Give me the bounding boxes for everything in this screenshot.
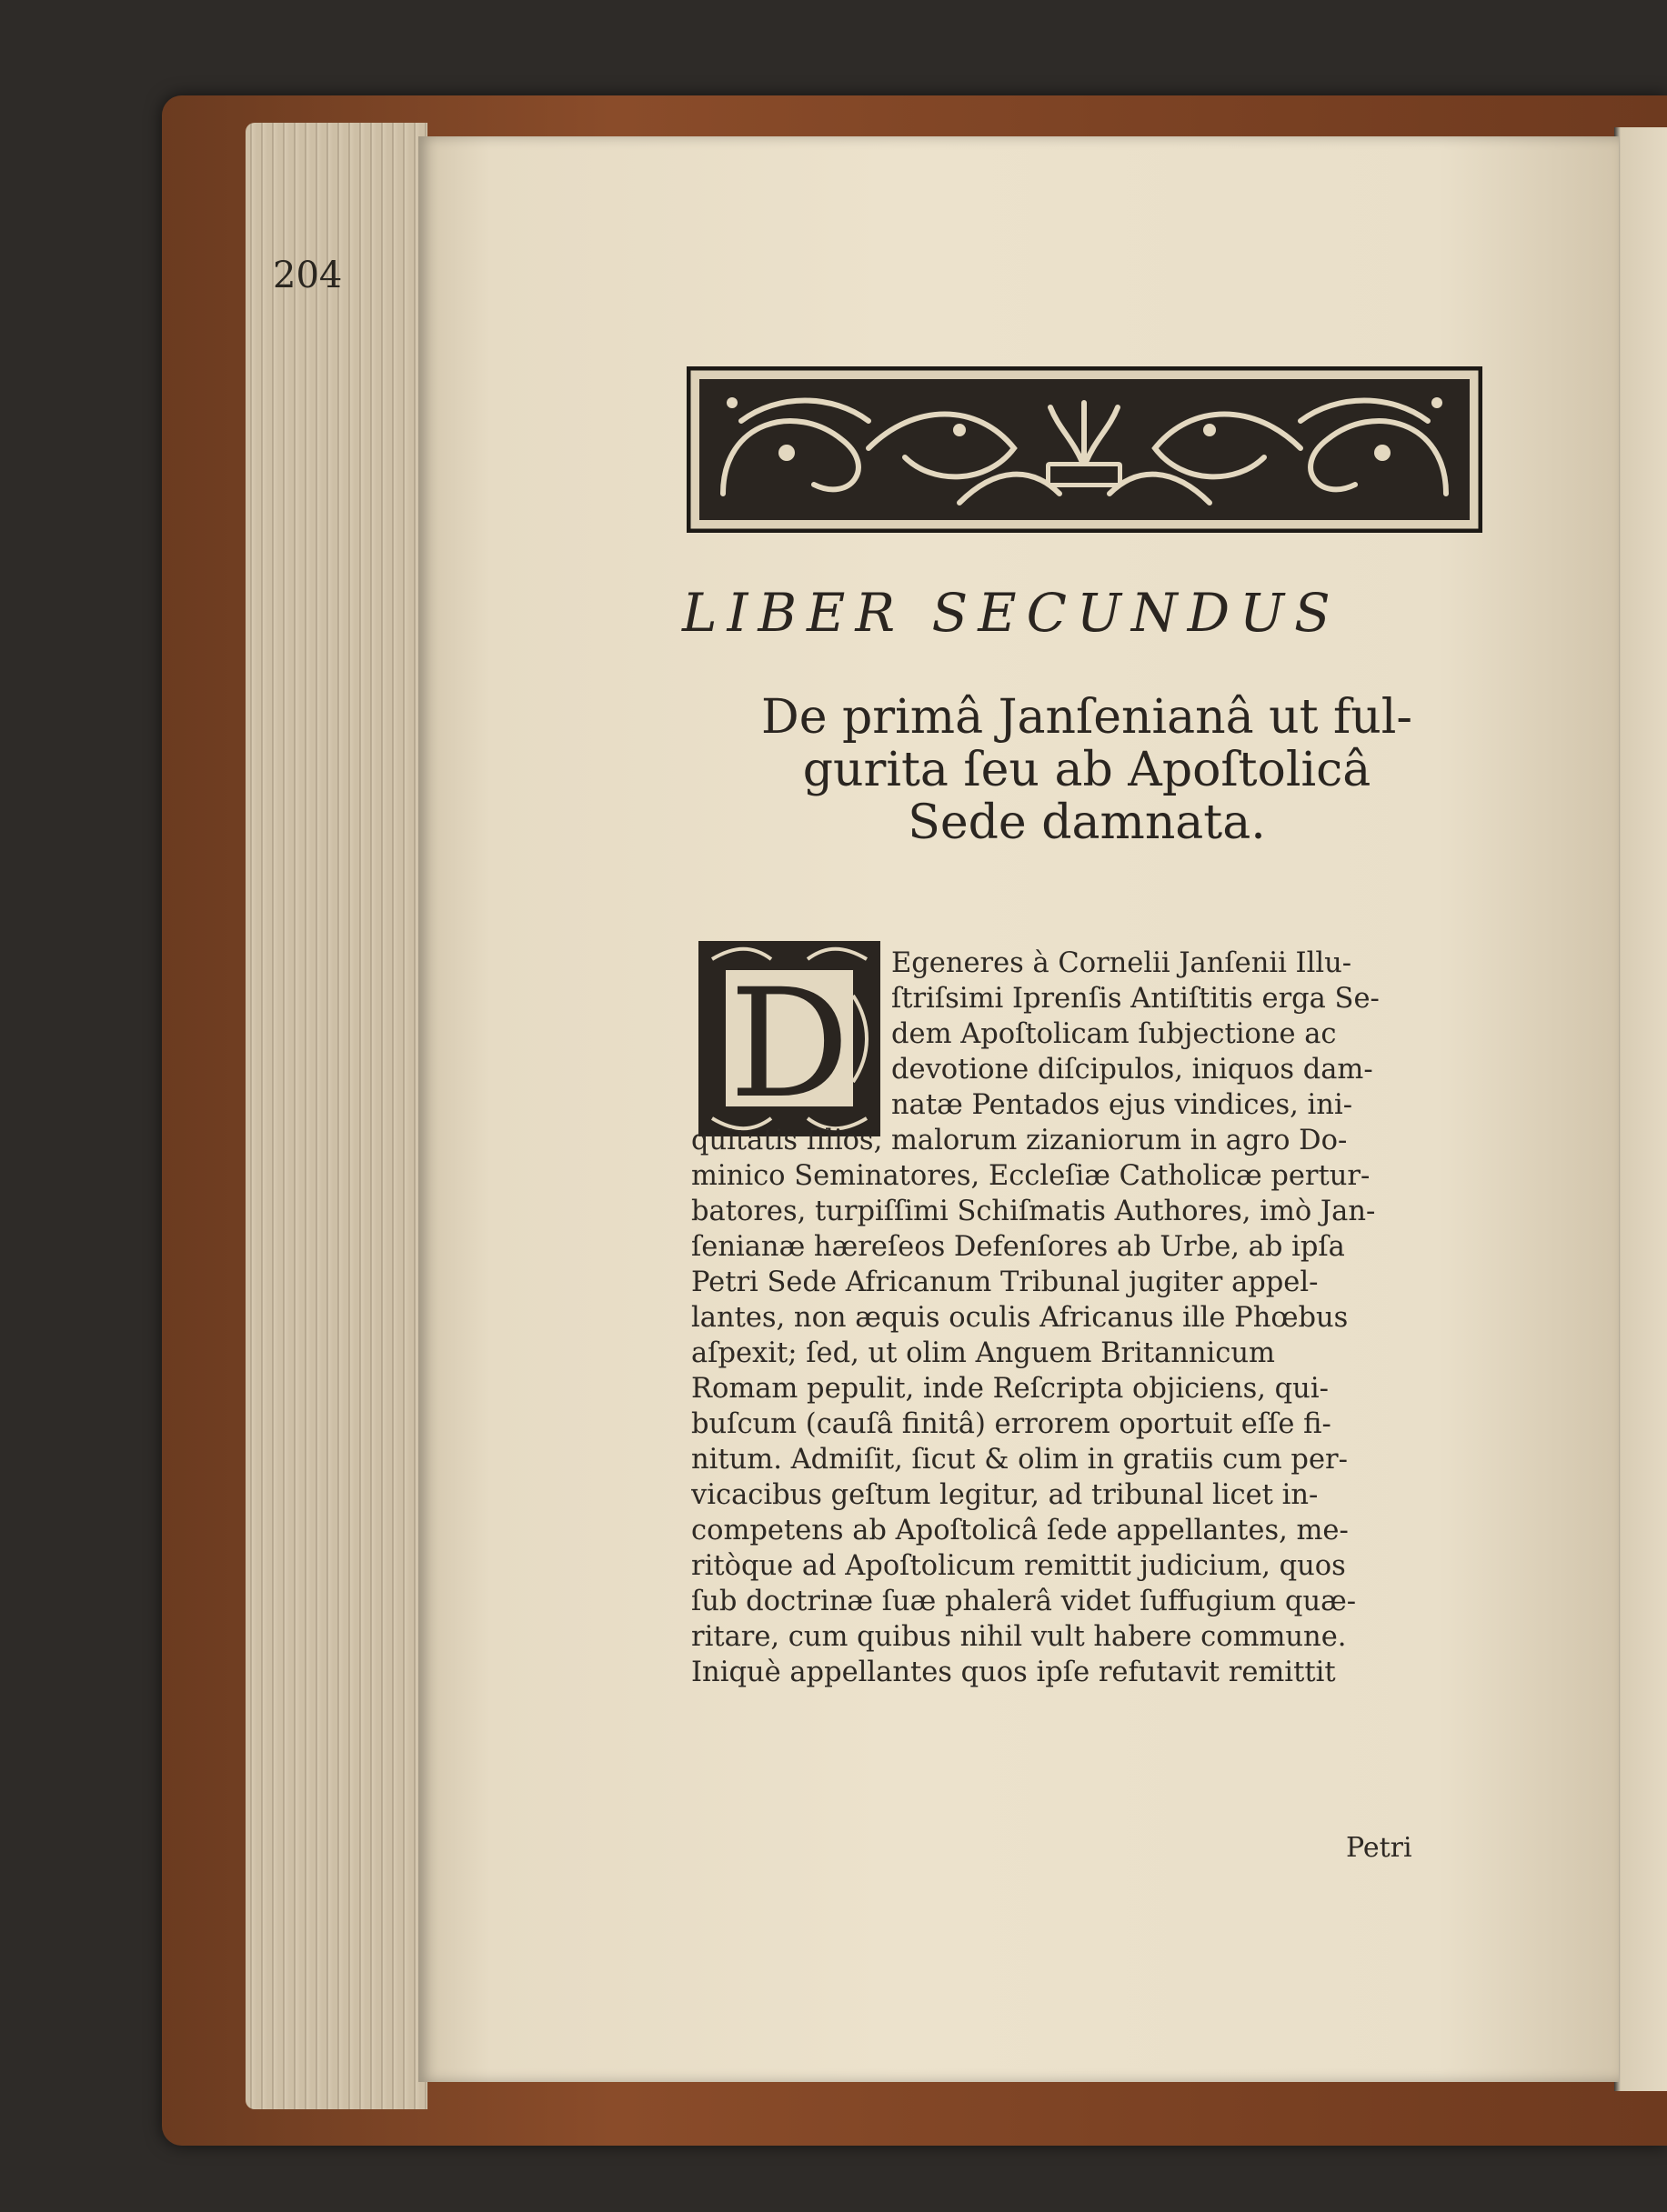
body-line: buſcum (cauſâ finitâ) errorem oportuit eſſe fi- (691, 1408, 1331, 1440)
body-line: Petri Sede Africanum Tribunal jugiter appel- (691, 1266, 1319, 1298)
body-line: ritare, cum quibus nihil vult habere commune. (691, 1621, 1347, 1653)
chapter-title-line: De primâ Janſenianâ ut ful- (761, 690, 1412, 745)
body-line: ſtriſsimi Iprenſis Antiſtitis erga Se- (891, 983, 1380, 1015)
body-line: devotione diſcipulos, iniquos dam- (891, 1054, 1373, 1086)
facing-page-edge (1614, 127, 1667, 2091)
drop-cap-letter: D (728, 956, 850, 1131)
body-line: ſub doctrinæ ſuæ phalerâ videt ſuffugium quæ- (691, 1586, 1357, 1617)
body-text (691, 946, 1469, 1690)
body-line: competens ab Apoſtolicâ ſede appellantes, me- (691, 1515, 1349, 1546)
body-line: natæ Pentados ejus vindices, ini- (891, 1089, 1353, 1121)
page-edges (246, 123, 427, 2109)
body-line: Egeneres à Cornelii Janſenii Illu- (891, 947, 1352, 979)
body-line: lantes, non æquis oculis Africanus ille Phœbus (691, 1302, 1349, 1334)
catchword: Petri (1346, 1832, 1412, 1864)
body-line: dem Apoſtolicam ſubjectione ac (891, 1018, 1337, 1050)
body-line: aſpexit; ſed, ut olim Anguem Britannicum (691, 1337, 1275, 1369)
headpiece-ornament (687, 366, 1482, 533)
book-title: LIBER SECUNDUS (682, 582, 1341, 644)
page-number: 204 (273, 255, 343, 296)
body-line: vicacibus geſtum legitur, ad tribunal licet in- (691, 1479, 1319, 1511)
body-line: nitum. Admiſit, ſicut & olim in gratiis cum per- (691, 1444, 1348, 1476)
body-line: ritòque ad Apoſtolicum remittit judicium, quos (691, 1550, 1346, 1582)
body-line: batores, turpiſſimi Schiſmatis Authores, imò Jan- (691, 1196, 1376, 1227)
chapter-title (691, 691, 1482, 849)
chapter-title-line: gurita ſeu ab Apoſtolicâ (802, 743, 1371, 797)
body-line: Iniquè appellantes quos ipſe refutavit remittit (691, 1656, 1336, 1688)
chapter-title-line: Sede damnata. (908, 796, 1266, 850)
body-line: quitatis filios, malorum zizaniorum in agro Do- (691, 1125, 1348, 1156)
body-line: minico Seminatores, Eccleſiæ Catholicæ pertur- (691, 1160, 1371, 1192)
body-line: ſenianæ hæreſeos Defenſores ab Urbe, ab ipſa (691, 1231, 1345, 1263)
body-line: Romam pepulit, inde Reſcripta objiciens, qui- (691, 1373, 1329, 1405)
